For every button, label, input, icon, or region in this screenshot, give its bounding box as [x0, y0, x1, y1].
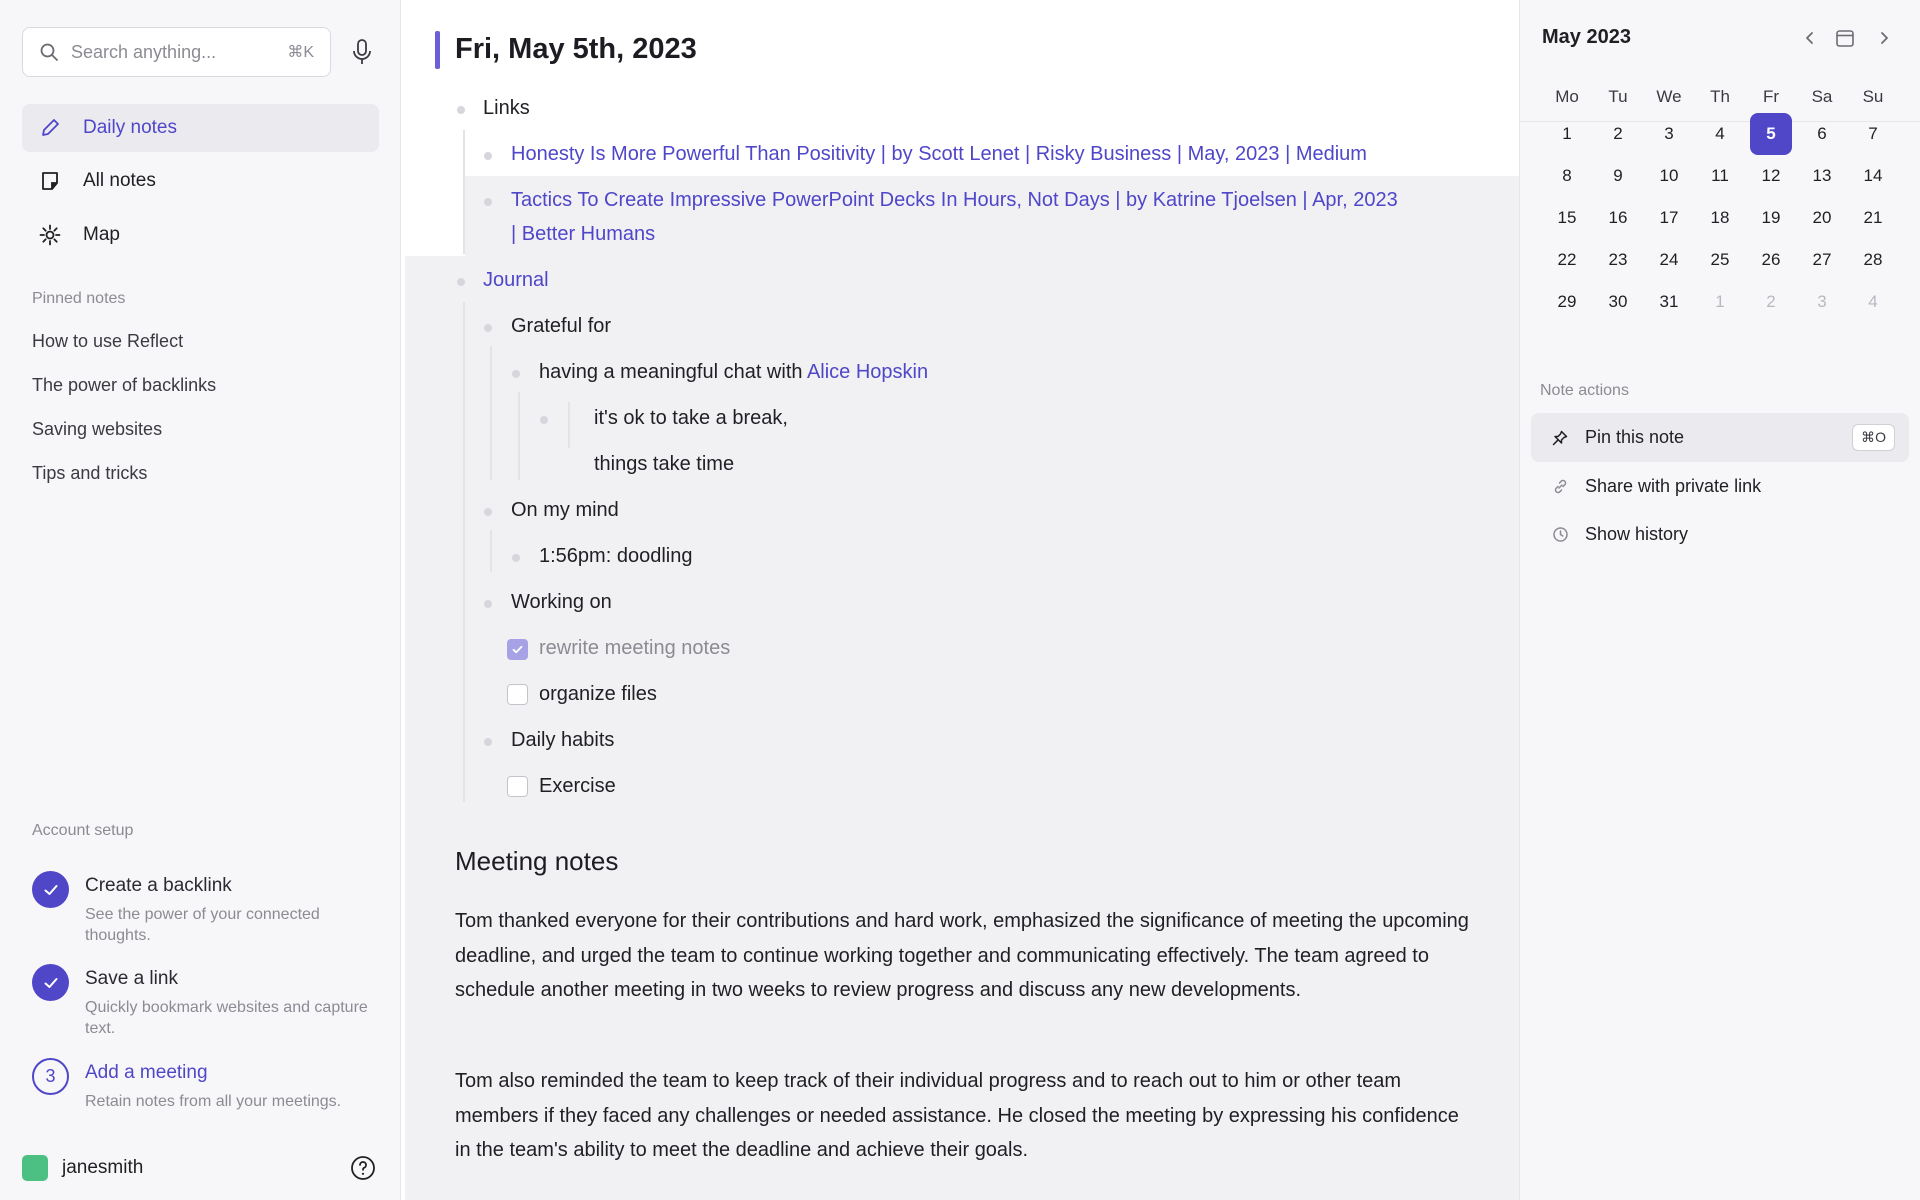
outline-item-journal[interactable]: Journal [483, 269, 549, 291]
notes-icon [38, 169, 62, 193]
chevron-left-icon[interactable] [1800, 27, 1820, 49]
paragraph[interactable]: Tom thanked everyone for their contributions and hard work, emphasized the significance of meeting the upcoming deadline, and urged the team to continue working together and communicating effectively. The team agreed to schedule another meeting in two weeks to review progress and discuss any new developments. [455, 910, 1469, 1001]
indent-guide [568, 402, 570, 448]
bullet[interactable] [484, 324, 492, 332]
nav-all-notes[interactable] [22, 157, 379, 205]
task-organize[interactable]: organize files [539, 683, 657, 705]
setup-description: Retain notes from all your meetings. [85, 1093, 342, 1110]
selection-highlight [405, 256, 1519, 1200]
link-honesty[interactable]: Honesty Is More Powerful Than Positivity | by Scott Lenet | Risky Business | May, 2023 | Medium [511, 143, 1367, 165]
indent-guide [463, 130, 465, 254]
calendar-month: May 2023 [1542, 26, 1631, 48]
action-label: Share with private link [1585, 476, 1762, 496]
help-icon[interactable] [350, 1155, 376, 1181]
checkbox-checked[interactable] [507, 639, 528, 660]
account-setup-label: Account setup [32, 822, 134, 839]
weekday-header: Th [1710, 87, 1730, 106]
calendar-day[interactable]: 22 [1557, 250, 1577, 269]
calendar-day[interactable]: 1 [1562, 124, 1572, 143]
outline-item-links[interactable]: Links [483, 97, 530, 119]
outline-item-break[interactable]: it's ok to take a break, [594, 407, 788, 429]
setup-title: Add a meeting [85, 1062, 208, 1083]
calendar-day[interactable]: 28 [1863, 250, 1883, 269]
link-tactics[interactable]: Tactics To Create Impressive PowerPoint Decks In Hours, Not Days | by Katrine Tjoelsen | Apr, 2023 [511, 189, 1398, 211]
calendar-day[interactable]: 14 [1863, 166, 1883, 185]
weekday-header: Tu [1608, 87, 1628, 106]
indent-guide [463, 302, 465, 802]
calendar-day[interactable]: 19 [1761, 208, 1781, 227]
pinned-notes-label: Pinned notes [32, 290, 126, 307]
nav-map[interactable] [22, 211, 379, 259]
person-link[interactable]: Alice Hopskin [806, 361, 929, 383]
clock-icon [1551, 526, 1569, 544]
search-icon [39, 42, 59, 62]
outline-item-mind[interactable]: On my mind [511, 499, 619, 521]
calendar-day[interactable]: 12 [1761, 166, 1781, 185]
pencil-icon [38, 116, 62, 140]
calendar-day[interactable]: 11 [1711, 166, 1729, 185]
sidebar [0, 0, 401, 1200]
calendar-day[interactable]: 10 [1659, 166, 1679, 185]
action-label: Pin this note [1585, 427, 1685, 447]
user-menu[interactable] [22, 1155, 143, 1181]
pin-note-button[interactable] [1531, 413, 1909, 462]
note-title[interactable]: Fri, May 5th, 2023 [455, 33, 697, 65]
calendar-day-next-month[interactable]: 3 [1817, 292, 1827, 311]
calendar-day[interactable]: 9 [1613, 166, 1623, 185]
check-icon [32, 964, 69, 1001]
setup-title: Create a backlink [85, 875, 232, 896]
search-placeholder: Search anything... [71, 41, 217, 62]
paragraph[interactable]: Tom also reminded the team to keep track of their individual progress and to reach out to him or other team members if they faced any challenges or needed assistance. He closed the meeting by expressing his confidence in the team's ability to meet the deadline and achieve their goals. [455, 1070, 1459, 1161]
calendar-day[interactable]: 30 [1608, 292, 1628, 311]
outline-item-chat[interactable] [539, 361, 928, 384]
calendar-day[interactable]: 24 [1659, 250, 1679, 269]
chat-text: having a meaningful chat with [539, 361, 807, 383]
calendar-day[interactable]: 7 [1868, 124, 1878, 143]
checkbox[interactable] [507, 776, 528, 797]
weekday-header: Sa [1811, 87, 1833, 106]
weekday-header: Su [1862, 87, 1884, 106]
calendar-day[interactable]: 18 [1710, 208, 1730, 227]
weekday-header: Fr [1762, 87, 1780, 106]
nav-label: Daily notes [83, 117, 177, 138]
pinned-note[interactable]: Tips and tricks [32, 463, 148, 483]
meeting-notes-heading[interactable]: Meeting notes [455, 846, 619, 876]
calendar-day[interactable]: 25 [1710, 250, 1730, 269]
note-actions-label: Note actions [1540, 382, 1629, 399]
link-icon [1551, 478, 1569, 496]
map-icon [38, 223, 62, 247]
show-history-button[interactable] [1531, 510, 1909, 559]
pinned-note[interactable]: Saving websites [32, 419, 163, 439]
outline-item-doodling[interactable]: 1:56pm: doodling [539, 545, 693, 567]
calendar-day[interactable]: 3 [1664, 124, 1674, 143]
weekday-header: We [1656, 87, 1682, 106]
check-icon [511, 643, 524, 656]
indent-guide [518, 392, 520, 480]
title-accent-bar [435, 31, 440, 69]
calendar-day-next-month[interactable]: 4 [1868, 292, 1878, 311]
share-link-button[interactable] [1531, 462, 1909, 511]
setup-title: Save a link [85, 968, 178, 989]
bullet[interactable] [540, 416, 548, 424]
username: janesmith [62, 1157, 144, 1178]
calendar-icon[interactable] [1835, 27, 1855, 49]
bullet[interactable] [457, 278, 465, 286]
note-editor[interactable] [401, 0, 1519, 1200]
calendar-day[interactable]: 15 [1557, 208, 1577, 227]
bullet[interactable] [484, 738, 492, 746]
avatar [22, 1155, 48, 1181]
calendar-day[interactable]: 29 [1557, 292, 1577, 311]
calendar-day[interactable]: 5 [1750, 113, 1792, 155]
task-rewrite[interactable]: rewrite meeting notes [539, 637, 731, 659]
step-number: 3 [32, 1058, 69, 1095]
nav-label: Map [83, 224, 120, 245]
link-tactics-continued[interactable]: | Better Humans [511, 223, 656, 245]
calendar-day[interactable]: 20 [1812, 208, 1832, 227]
calendar-day[interactable]: 31 [1659, 292, 1679, 311]
search-input[interactable] [22, 27, 331, 77]
checkbox[interactable] [507, 684, 528, 705]
pin-icon [1551, 429, 1569, 447]
outline-item-habits[interactable]: Daily habits [511, 729, 615, 751]
weekday-header: Mo [1555, 87, 1579, 106]
setup-description: Quickly bookmark websites and capture text. [85, 999, 368, 1037]
bullet[interactable] [512, 370, 520, 378]
nav-daily-notes[interactable] [22, 104, 379, 152]
outline-item-working[interactable]: Working on [511, 591, 612, 613]
calendar-day[interactable]: 8 [1562, 166, 1572, 185]
bullet[interactable] [512, 554, 520, 562]
microphone-icon[interactable] [350, 38, 374, 66]
pinned-note[interactable]: The power of backlinks [32, 375, 217, 395]
bullet[interactable] [484, 198, 492, 206]
task-exercise[interactable]: Exercise [539, 775, 616, 797]
indent-guide [490, 346, 492, 480]
chevron-right-icon[interactable] [1874, 27, 1894, 49]
right-panel [1519, 0, 1920, 1200]
outline-item-time[interactable]: things take time [594, 453, 735, 475]
action-label: Show history [1585, 524, 1689, 544]
shortcut-badge: ⌘O [1852, 424, 1895, 451]
setup-description: See the power of your connected thoughts. [85, 906, 320, 944]
search-shortcut: ⌘K [287, 44, 314, 61]
nav-label: All notes [83, 170, 156, 191]
calendar-day[interactable]: 26 [1761, 250, 1781, 269]
calendar-day[interactable]: 16 [1608, 208, 1628, 227]
calendar-day[interactable]: 6 [1817, 124, 1827, 143]
calendar-day[interactable]: 2 [1613, 124, 1623, 143]
bullet[interactable] [484, 508, 492, 516]
outline-item-grateful[interactable]: Grateful for [511, 315, 612, 337]
calendar-day[interactable]: 27 [1812, 250, 1832, 269]
pinned-note[interactable]: How to use Reflect [32, 331, 184, 351]
calendar-day[interactable]: 23 [1608, 250, 1628, 269]
calendar-day-next-month[interactable]: 2 [1766, 292, 1776, 311]
calendar-day[interactable]: 13 [1812, 166, 1832, 185]
bullet[interactable] [457, 106, 465, 114]
indent-guide [490, 530, 492, 572]
check-icon [32, 871, 69, 908]
bullet[interactable] [484, 600, 492, 608]
calendar-day-next-month[interactable]: 1 [1715, 292, 1725, 311]
calendar-day[interactable]: 21 [1863, 208, 1883, 227]
calendar-day[interactable]: 4 [1715, 124, 1725, 143]
calendar-day[interactable]: 17 [1659, 208, 1679, 227]
bullet[interactable] [484, 152, 492, 160]
